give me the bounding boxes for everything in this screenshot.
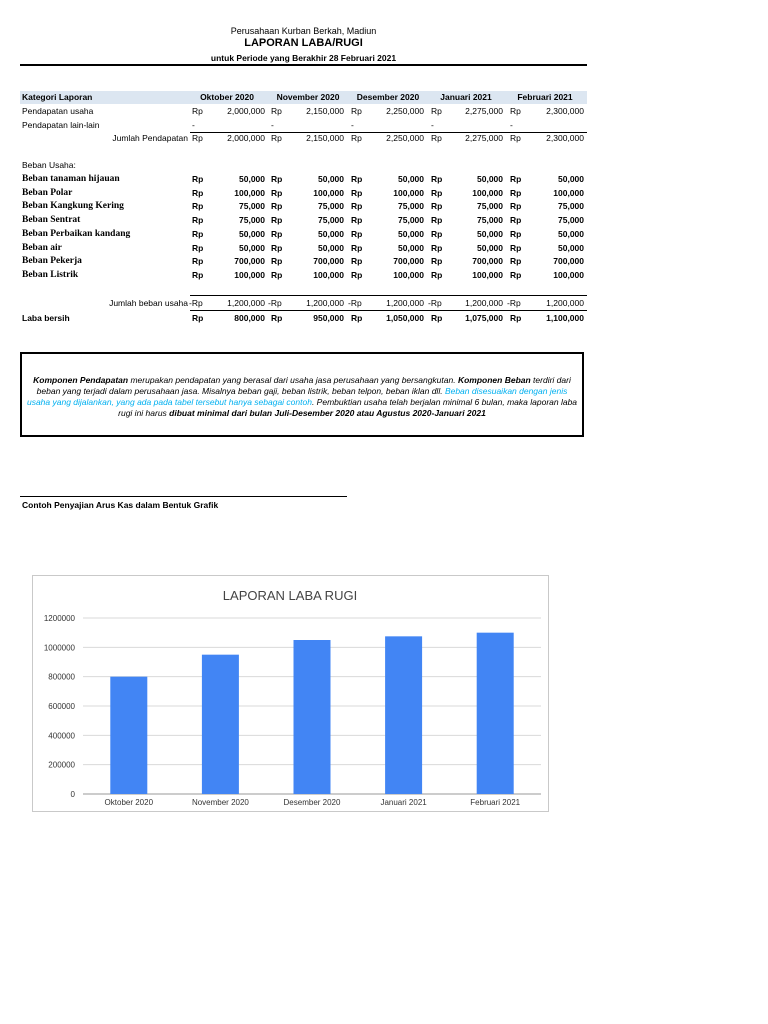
- currency-cell: Rp: [510, 228, 522, 239]
- expense-row: [20, 242, 587, 255]
- value-cell: 1,200,000: [546, 298, 584, 308]
- currency-cell: Rp: [431, 201, 443, 212]
- currency-cell: Rp: [351, 133, 362, 143]
- currency-cell: Rp: [431, 228, 443, 239]
- currency-cell: Rp: [271, 201, 283, 212]
- currency-cell: Rp: [192, 215, 204, 226]
- value-cell: 1,200,000: [386, 298, 424, 308]
- row-label: Beban Pekerja: [22, 256, 82, 267]
- report-period: untuk Periode yang Berakhir 28 Februari 2021: [210, 53, 397, 63]
- value-cell: 50,000: [398, 174, 424, 184]
- currency-cell: Rp: [351, 187, 363, 198]
- value-cell: 75,000: [318, 215, 344, 226]
- currency-cell: -Rp: [189, 298, 203, 308]
- currency-cell: Rp: [431, 187, 443, 198]
- value-cell: 2,000,000: [227, 106, 265, 116]
- value-cell: 50,000: [477, 228, 503, 239]
- currency-cell: Rp: [192, 174, 204, 184]
- revenue-row: [20, 105, 587, 118]
- currency-cell: -Rp: [428, 298, 442, 308]
- value-cell: 75,000: [477, 201, 503, 212]
- value-cell: 75,000: [239, 215, 265, 226]
- currency-cell: Rp: [351, 174, 363, 184]
- currency-cell: Rp: [271, 106, 282, 116]
- value-cell: -: [192, 120, 195, 130]
- value-cell: 1,200,000: [465, 298, 503, 308]
- value-cell: 75,000: [558, 215, 584, 226]
- value-cell: 700,000: [393, 256, 424, 267]
- currency-cell: Rp: [192, 187, 204, 198]
- note-bold-revenue: Komponen Pendapatan: [33, 375, 129, 385]
- y-tick-label: 800000: [48, 672, 75, 682]
- column-header-month: Desember 2020: [356, 92, 420, 102]
- row-label: Beban Sentrat: [22, 215, 81, 226]
- revenue-total-row: [20, 132, 587, 145]
- value-cell: 100,000: [472, 269, 503, 280]
- currency-cell: Rp: [510, 215, 522, 226]
- expense-rule: [190, 295, 587, 296]
- net-profit-row: [20, 312, 587, 325]
- currency-cell: Rp: [510, 174, 522, 184]
- currency-cell: Rp: [510, 106, 521, 116]
- y-tick-label: 1200000: [43, 614, 75, 623]
- currency-cell: Rp: [271, 242, 283, 253]
- note-bold-expense: Komponen Beban: [457, 375, 531, 385]
- value-cell: 700,000: [553, 256, 584, 267]
- value-cell: -: [271, 120, 274, 130]
- value-cell: 50,000: [558, 174, 584, 184]
- value-cell: 700,000: [472, 256, 503, 267]
- bar: [202, 655, 239, 794]
- value-cell: 50,000: [398, 228, 424, 239]
- value-cell: 50,000: [318, 242, 344, 253]
- value-cell: 100,000: [553, 269, 584, 280]
- x-tick-label: Oktober 2020: [104, 798, 154, 807]
- value-cell: 2,300,000: [546, 133, 584, 143]
- row-label: Beban Listrik: [22, 269, 79, 280]
- row-label: Beban Polar: [22, 187, 73, 198]
- value-cell: 75,000: [477, 215, 503, 226]
- column-header-category: Kategori Laporan: [22, 92, 93, 102]
- value-cell: -: [351, 120, 354, 130]
- expense-row: [20, 214, 587, 227]
- note-bold-requirement: dibuat minimal dari bulan Juli-Desember 2020 atau Agustus 2020-Januari 2021: [169, 408, 486, 418]
- row-label: Laba bersih: [22, 313, 70, 323]
- note-text-2: terdiri dari beban yang terjadi dalam perusahaan jasa. Misalnya beban gaji, beban listrik, beban telpon, beban iklan dll.: [36, 375, 571, 396]
- expense-row: [20, 200, 587, 213]
- row-label: Jumlah beban usaha: [109, 298, 188, 308]
- note-blue-text: Beban disesuaikan dengan jenis usaha yang dijalankan, yang ada pada tabel tersebut hanya sebagai contoh: [26, 386, 568, 407]
- bar: [294, 640, 331, 794]
- currency-cell: Rp: [271, 215, 283, 226]
- currency-cell: -Rp: [507, 298, 521, 308]
- value-cell: 50,000: [239, 242, 265, 253]
- value-cell: 75,000: [239, 201, 265, 212]
- value-cell: 100,000: [234, 187, 265, 198]
- value-cell: 2,275,000: [465, 133, 503, 143]
- value-cell: 75,000: [558, 201, 584, 212]
- currency-cell: Rp: [351, 269, 363, 280]
- x-tick-label: Februari 2021: [470, 798, 521, 807]
- value-cell: 100,000: [313, 269, 344, 280]
- value-cell: 75,000: [318, 201, 344, 212]
- y-tick-label: 200000: [48, 760, 75, 770]
- currency-cell: Rp: [192, 269, 204, 280]
- row-label: Pendapatan lain-lain: [22, 120, 100, 130]
- value-cell: 50,000: [318, 174, 344, 184]
- value-cell: 800,000: [234, 313, 265, 323]
- expense-row: [20, 269, 587, 282]
- currency-cell: Rp: [271, 256, 283, 267]
- x-tick-label: Desember 2020: [283, 798, 341, 807]
- y-tick-label: 600000: [48, 702, 75, 711]
- currency-cell: Rp: [431, 242, 443, 253]
- currency-cell: Rp: [271, 228, 283, 239]
- total-rule: [190, 310, 587, 311]
- row-label: Beban Kangkung Kering: [22, 201, 124, 212]
- value-cell: 50,000: [558, 242, 584, 253]
- currency-cell: Rp: [192, 133, 203, 143]
- table-header-row: [20, 91, 587, 104]
- currency-cell: Rp: [351, 242, 363, 253]
- currency-cell: Rp: [510, 242, 522, 253]
- chart-section-label: Contoh Penyajian Arus Kas dalam Bentuk Grafik: [22, 500, 219, 510]
- currency-cell: Rp: [351, 228, 363, 239]
- currency-cell: Rp: [192, 256, 204, 267]
- currency-cell: Rp: [192, 228, 204, 239]
- note-text-3: . Pembuktian usaha telah berjalan minimal 6 bulan, maka laporan laba rugi ini harus: [118, 397, 578, 418]
- column-header-month: November 2020: [276, 92, 340, 102]
- row-label: Beban tanaman hijauan: [22, 174, 120, 184]
- expense-row: [20, 187, 587, 200]
- currency-cell: -Rp: [348, 298, 362, 308]
- currency-cell: Rp: [510, 313, 522, 323]
- x-tick-label: Januari 2021: [380, 798, 427, 807]
- value-cell: 2,275,000: [465, 106, 503, 116]
- currency-cell: Rp: [351, 106, 362, 116]
- currency-cell: Rp: [192, 201, 204, 212]
- expense-total-row: [20, 297, 587, 310]
- bar: [477, 633, 514, 794]
- value-cell: -: [510, 120, 513, 130]
- currency-cell: Rp: [431, 174, 443, 184]
- value-cell: 1,200,000: [306, 298, 344, 308]
- value-cell: 50,000: [477, 174, 503, 184]
- value-cell: 50,000: [558, 228, 584, 239]
- value-cell: 50,000: [318, 228, 344, 239]
- bar: [385, 636, 422, 794]
- currency-cell: Rp: [271, 269, 283, 280]
- section-label: Beban Usaha:: [22, 160, 76, 170]
- expense-row: [20, 255, 587, 268]
- currency-cell: Rp: [271, 313, 283, 323]
- column-header-month: Januari 2021: [440, 92, 492, 102]
- row-label: Pendapatan usaha: [22, 106, 94, 116]
- value-cell: 100,000: [313, 187, 344, 198]
- currency-cell: Rp: [351, 201, 363, 212]
- expense-row: [20, 228, 587, 241]
- currency-cell: Rp: [271, 174, 283, 184]
- row-label: Beban Perbaikan kandang: [22, 228, 131, 239]
- currency-cell: Rp: [431, 106, 442, 116]
- value-cell: 50,000: [239, 228, 265, 239]
- value-cell: 100,000: [393, 269, 424, 280]
- currency-cell: Rp: [271, 187, 283, 198]
- row-label: Beban air: [22, 242, 62, 253]
- profit-bar-chart: [32, 575, 549, 812]
- value-cell: 2,250,000: [386, 106, 424, 116]
- value-cell: 100,000: [553, 187, 584, 198]
- header-rule: [20, 64, 587, 66]
- x-tick-label: November 2020: [191, 798, 249, 807]
- revenue-row: [20, 119, 587, 132]
- note-text-1: merupakan pendapatan yang berasal dari usaha jasa perusahaan yang bersangkutan.: [128, 375, 458, 385]
- value-cell: -: [431, 120, 434, 130]
- value-cell: 1,075,000: [465, 313, 503, 323]
- currency-cell: Rp: [510, 269, 522, 280]
- y-tick-label: 400000: [48, 731, 75, 741]
- value-cell: 2,000,000: [227, 133, 265, 143]
- report-title: LAPORAN LABA/RUGI: [244, 37, 363, 49]
- value-cell: 50,000: [239, 174, 265, 184]
- currency-cell: Rp: [510, 201, 522, 212]
- expense-header-row: [20, 159, 587, 172]
- explanation-note: [20, 352, 584, 437]
- currency-cell: Rp: [351, 313, 363, 323]
- value-cell: 700,000: [313, 256, 344, 267]
- currency-cell: -Rp: [268, 298, 282, 308]
- currency-cell: Rp: [271, 133, 282, 143]
- column-header-month: Februari 2021: [517, 92, 573, 102]
- value-cell: 75,000: [398, 201, 424, 212]
- bar: [110, 677, 147, 794]
- value-cell: 100,000: [472, 187, 503, 198]
- currency-cell: Rp: [192, 242, 204, 253]
- value-cell: 50,000: [477, 242, 503, 253]
- y-tick-label: 0: [70, 790, 75, 799]
- expense-row: [20, 173, 587, 186]
- currency-cell: Rp: [351, 215, 363, 226]
- currency-cell: Rp: [192, 313, 204, 323]
- value-cell: 1,200,000: [227, 298, 265, 308]
- chart-canvas: [33, 576, 548, 811]
- column-header-month: Oktober 2020: [200, 92, 254, 102]
- value-cell: 2,300,000: [546, 106, 584, 116]
- currency-cell: Rp: [510, 256, 522, 267]
- value-cell: 100,000: [393, 187, 424, 198]
- value-cell: 2,250,000: [386, 133, 424, 143]
- currency-cell: Rp: [510, 187, 522, 198]
- value-cell: 2,150,000: [306, 106, 344, 116]
- currency-cell: Rp: [431, 215, 443, 226]
- chart-title: LAPORAN LABA RUGI: [222, 588, 358, 603]
- value-cell: 75,000: [398, 215, 424, 226]
- value-cell: 950,000: [313, 313, 344, 323]
- currency-cell: Rp: [431, 269, 443, 280]
- value-cell: 700,000: [234, 256, 265, 267]
- currency-cell: Rp: [431, 133, 442, 143]
- currency-cell: Rp: [351, 256, 363, 267]
- currency-cell: Rp: [192, 106, 203, 116]
- section-rule: [20, 496, 347, 497]
- value-cell: 50,000: [398, 242, 424, 253]
- value-cell: 1,050,000: [386, 313, 424, 323]
- company-name: Perusahaan Kurban Berkah, Madiun: [230, 26, 377, 36]
- value-cell: 100,000: [234, 269, 265, 280]
- value-cell: 2,150,000: [306, 133, 344, 143]
- value-cell: 1,100,000: [546, 313, 584, 323]
- currency-cell: Rp: [431, 256, 443, 267]
- currency-cell: Rp: [510, 133, 521, 143]
- currency-cell: Rp: [431, 313, 443, 323]
- row-label: Jumlah Pendapatan: [112, 133, 188, 143]
- y-tick-label: 1000000: [43, 643, 75, 653]
